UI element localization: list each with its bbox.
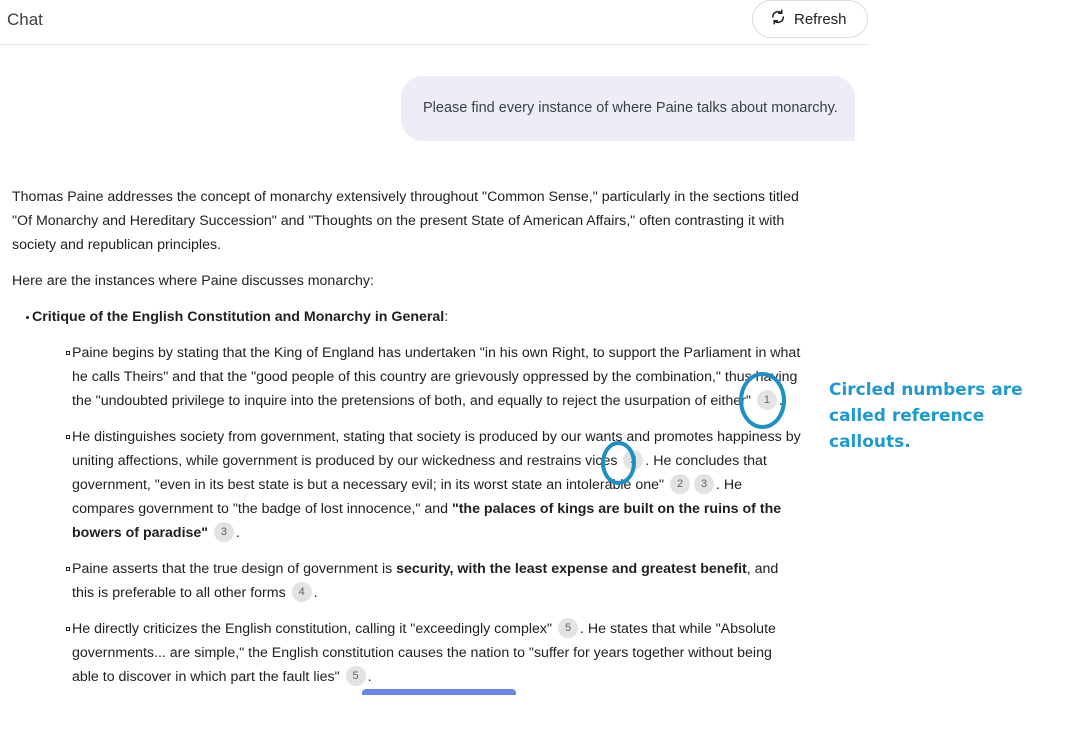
item-end: . [235, 525, 240, 541]
list-item [32, 557, 802, 605]
assistant-response [12, 185, 802, 689]
section-title: Critique of the English Constitution and Monarchy in General [32, 309, 445, 325]
annotation-text: Circled numbers are called reference callouts. [829, 380, 1023, 452]
highlight-ring [739, 372, 786, 429]
citation-callout[interactable]: 5 [558, 618, 578, 638]
sub-list [32, 341, 802, 689]
user-message-bubble [401, 76, 855, 141]
refresh-label: Refresh [794, 10, 847, 28]
item-end: . [367, 669, 372, 685]
list-item [32, 425, 802, 545]
item-text: He directly criticizes the English constitution, calling it "exceedingly complex" [72, 621, 553, 637]
item-text: He distinguishes society from government, stating that society is produced by our wants and promotes happiness by uniting affections, while government is produced by our wickedness and restrains vices [72, 429, 801, 469]
refresh-button[interactable] [752, 0, 868, 38]
citation-callout[interactable]: 3 [214, 522, 234, 542]
citation-callout[interactable]: 3 [694, 474, 714, 494]
refresh-icon [769, 8, 787, 30]
citation-callout[interactable]: 5 [346, 666, 366, 686]
citation-callout[interactable]: 4 [292, 582, 312, 602]
item-text: , and this is preferable to all other forms [72, 561, 779, 601]
item-text: Paine begins by stating that the King of England has undertaken "in his own Right, to support the Parliament in what he calls Theirs" and that the "good people of this country are grievously oppressed by the combination," thus having the "undoubted privilege to inquire into the pretensions of both, and equally to reject the usurpation of either" [72, 345, 801, 409]
chat-header [0, 0, 868, 45]
item-end: . [778, 393, 783, 409]
item-end: . [313, 585, 318, 601]
response-lead: Here are the instances where Paine discusses monarchy: [12, 273, 374, 289]
item-bold-text: "the palaces of kings are built on the ruins of the bowers of paradise" [72, 501, 782, 541]
response-intro: Thomas Paine addresses the concept of monarchy extensively throughout "Common Sense," particularly in the sections titled "Of Monarchy and Hereditary Succession" and "Thoughts on the present State of American Affairs," often contrasting it with society and republican principles. [12, 189, 799, 253]
highlight-ring [601, 441, 636, 485]
section-colon: : [444, 309, 449, 325]
item-text: . He concludes that government, "even in its best state is but a necessary evil; in its worst state an intolerable one" [72, 453, 767, 493]
citation-callout[interactable]: 1 [757, 390, 777, 410]
user-message-text: Please find every instance of where Paine talks about monarchy. [423, 100, 838, 116]
item-text: . He states that while "Absolute governments... are simple," the English constitution causes the nation to "suffer for years together without being able to discover in which part the fault lies" [72, 621, 776, 685]
bottom-edge-bar [362, 689, 516, 695]
item-bold-text: security, with the least expense and greatest benefit [396, 561, 747, 577]
item-text: . He compares government to "the badge of lost innocence," and [72, 477, 743, 517]
section-bullet [12, 305, 802, 689]
item-text: Paine asserts that the true design of government is [72, 561, 397, 577]
list-item [32, 341, 802, 413]
list-item [32, 617, 802, 689]
page-title: Chat [7, 10, 43, 29]
citation-callout[interactable]: 2 [623, 450, 643, 470]
citation-callout[interactable]: 2 [670, 474, 690, 494]
